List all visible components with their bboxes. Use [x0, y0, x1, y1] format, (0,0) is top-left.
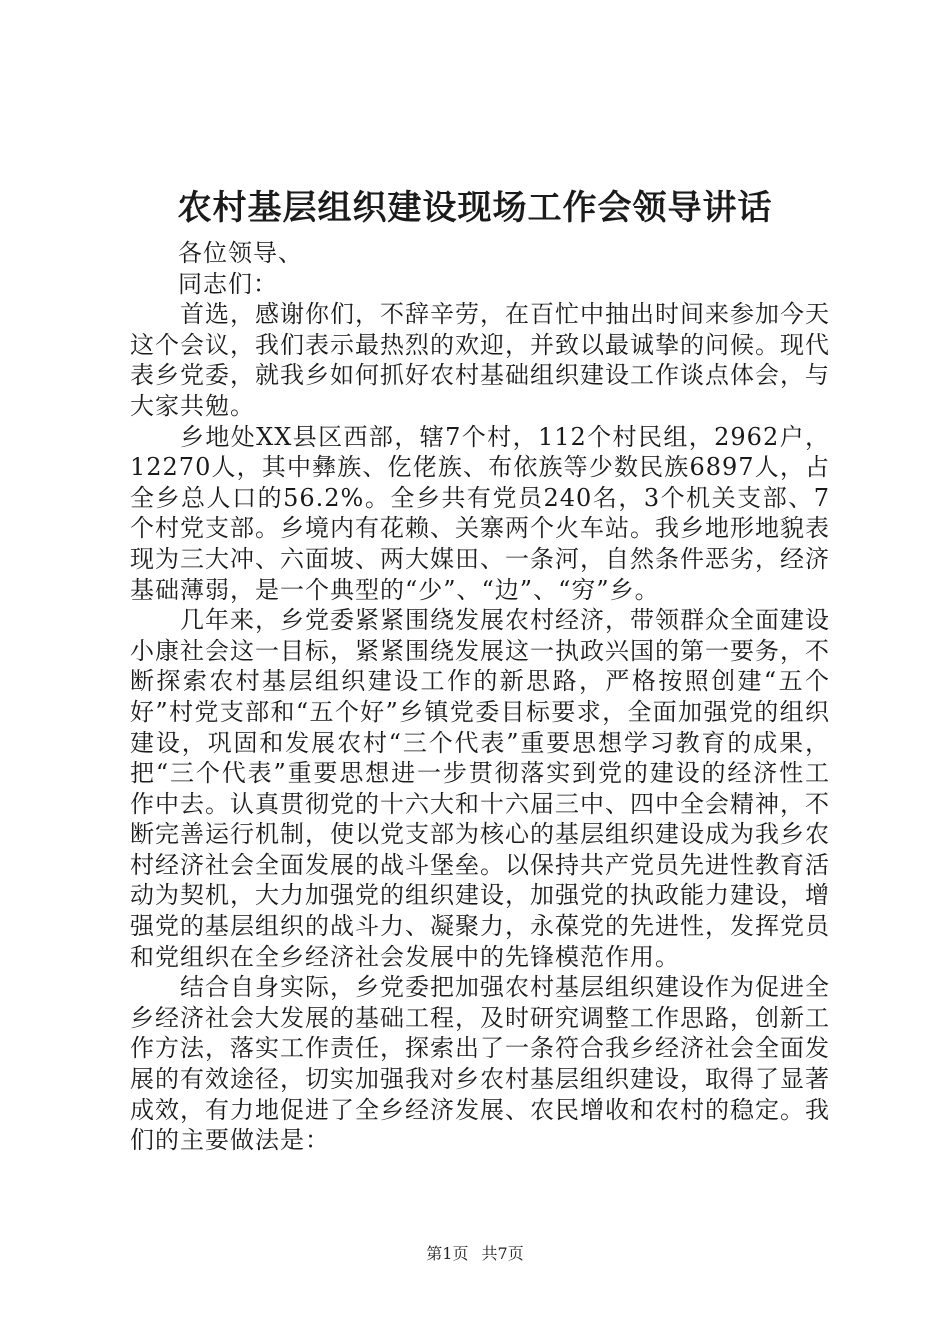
page-total: 共7页 — [481, 1244, 524, 1263]
document-title: 农村基层组织建设现场工作会领导讲话 — [177, 188, 773, 228]
page-footer — [0, 1243, 950, 1265]
paragraph: 乡地处XX县区西部，辖7个村，112个村民组，2962户，12270人，其中彝族、仡佬族、布依族等少数民族6897人，占全乡总人口的56.2%。全乡共有党员240名，3个机关支部、7个村党支部。乡境内有花赖、关寨两个火车站。我乡地形地貌表现为三大冲、六面坡、两大媒田、一条河，自然条件恶劣，经济基础薄弱，是一个典型的“少”、“边”、“穷”乡。 — [130, 422, 830, 604]
document-body — [130, 238, 830, 1156]
greeting-line: 同志们： — [178, 269, 278, 298]
page-number: 第1页 — [426, 1244, 469, 1263]
greeting-line: 各位领导、 — [178, 239, 303, 267]
paragraph: 结合自身实际，乡党委把加强农村基层组织建设作为促进全乡经济社会大发展的基础工程，及时研究调整工作思路，创新工作方法，落实工作责任，探索出了一条符合我乡经济社会全面发展的有效途径，切实加强我对乡农村基层组织建设，取得了显著成效，有力地促进了全乡经济发展、农民增收和农村的稳定。我们的主要做法是： — [130, 973, 830, 1155]
paragraph: 首选，感谢你们，不辞辛劳，在百忙中抽出时间来参加今天这个会议，我们表示最热烈的欢迎，并致以最诚挚的问候。现代表乡党委，就我乡如何抓好农村基础组织建设工作谈点体会，与大家共勉。 — [130, 300, 830, 420]
paragraph: 几年来，乡党委紧紧围绕发展农村经济，带领群众全面建设小康社会这一目标，紧紧围绕发展这一执政兴国的第一要务，不断探索农村基层组织建设工作的新思路，严格按照创建“五个好”村党支部和“五个好”乡镇党委目标要求，全面加强党的组织建设，巩固和发展农村“三个代表”重要思想学习教育的成果，把“三个代表”重要思想进一步贯彻落实到党的建设的经济性工作中去。认真贯彻党的十六大和十六届三中、四中全会精神，不断完善运行机制，使以党支部为核心的基层组织建设成为我乡农村经济社会全面发展的战斗堡垒。以保持共产党员先进性教育活动为契机，大力加强党的组织建设，加强党的执政能力建设，增强党的基层组织的战斗力、凝聚力，永葆党的先进性，发挥党员和党组织在全乡经济社会发展中的先锋模范作用。 — [130, 606, 830, 971]
